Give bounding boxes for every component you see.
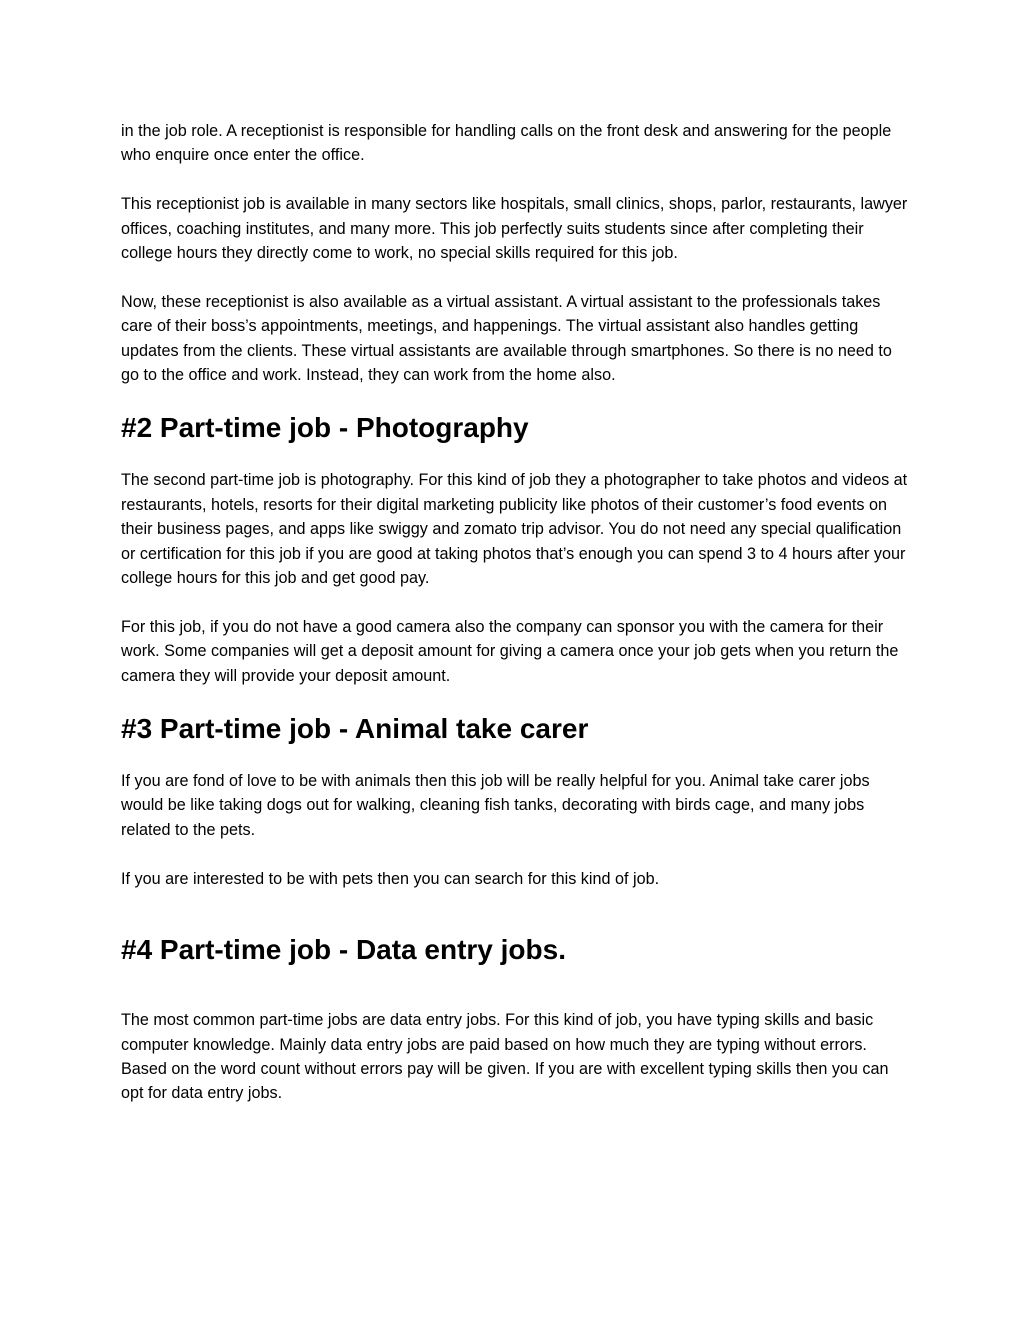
heading-photography: #2 Part-time job - Photography xyxy=(121,412,529,444)
heading-animal-carer: #3 Part-time job - Animal take carer xyxy=(121,713,589,745)
paragraph-pets-search: If you are interested to be with pets then you can search for this kind of job. xyxy=(121,869,660,888)
paragraph-data-entry: The most common part-time jobs are data entry jobs. For this kind of job, you have typing skills and basic computer knowledge. Mainly data entry jobs are paid based on how much they are typing without errors. Based on the word count without errors pay will be given. If you are with excellent typing skills then you can opt for data entry jobs. xyxy=(121,1011,889,1103)
paragraph-virtual-assistant: Now, these receptionist is also available as a virtual assistant. A virtual assistant to the professionals takes care of their boss’s appointments, meetings, and happenings. The virtual assistant also handles getting updates from the clients. These virtual assistants are available through smartphones. So there is no need to go to the office and work. Instead, they can work from the home also. xyxy=(121,292,892,385)
paragraph-animal-carer: If you are fond of love to be with animals then this job will be really helpful for you. Animal take carer jobs would be like taking dogs out for walking, cleaning fish tanks, decorating with birds cage, and many jobs related to the pets. xyxy=(121,772,870,839)
paragraph-receptionist-role: in the job role. A receptionist is responsible for handling calls on the front desk and answering for the people who enquire once enter the office. xyxy=(121,122,892,165)
paragraph-camera-sponsor: For this job, if you do not have a good camera also the company can sponsor you with the camera for their work. Some companies will get a deposit amount for giving a camera once your job gets when you return the camera they will provide your deposit amount. xyxy=(121,617,899,685)
paragraph-receptionist-sectors: This receptionist job is available in many sectors like hospitals, small clinics, shops, parlor, restaurants, lawyer offices, coaching institutes, and many more. This job perfectly suits students since after completing their college hours they directly come to work, no special skills required for this job. xyxy=(121,195,908,263)
paragraph-photography: The second part-time job is photography. For this kind of job they a photographer to take photos and videos at restaurants, hotels, resorts for their digital marketing publicity like photos of their customer’s food events on their business pages, and apps like swiggy and zomato trip advisor. You do not need any special qualification or certification for this job if you are good at taking photos that’s enough you can spend 3 to 4 hours after your college hours for this job and get good pay. xyxy=(121,471,908,588)
document-page xyxy=(121,119,911,1106)
heading-data-entry: #4 Part-time job - Data entry jobs. xyxy=(121,934,566,966)
